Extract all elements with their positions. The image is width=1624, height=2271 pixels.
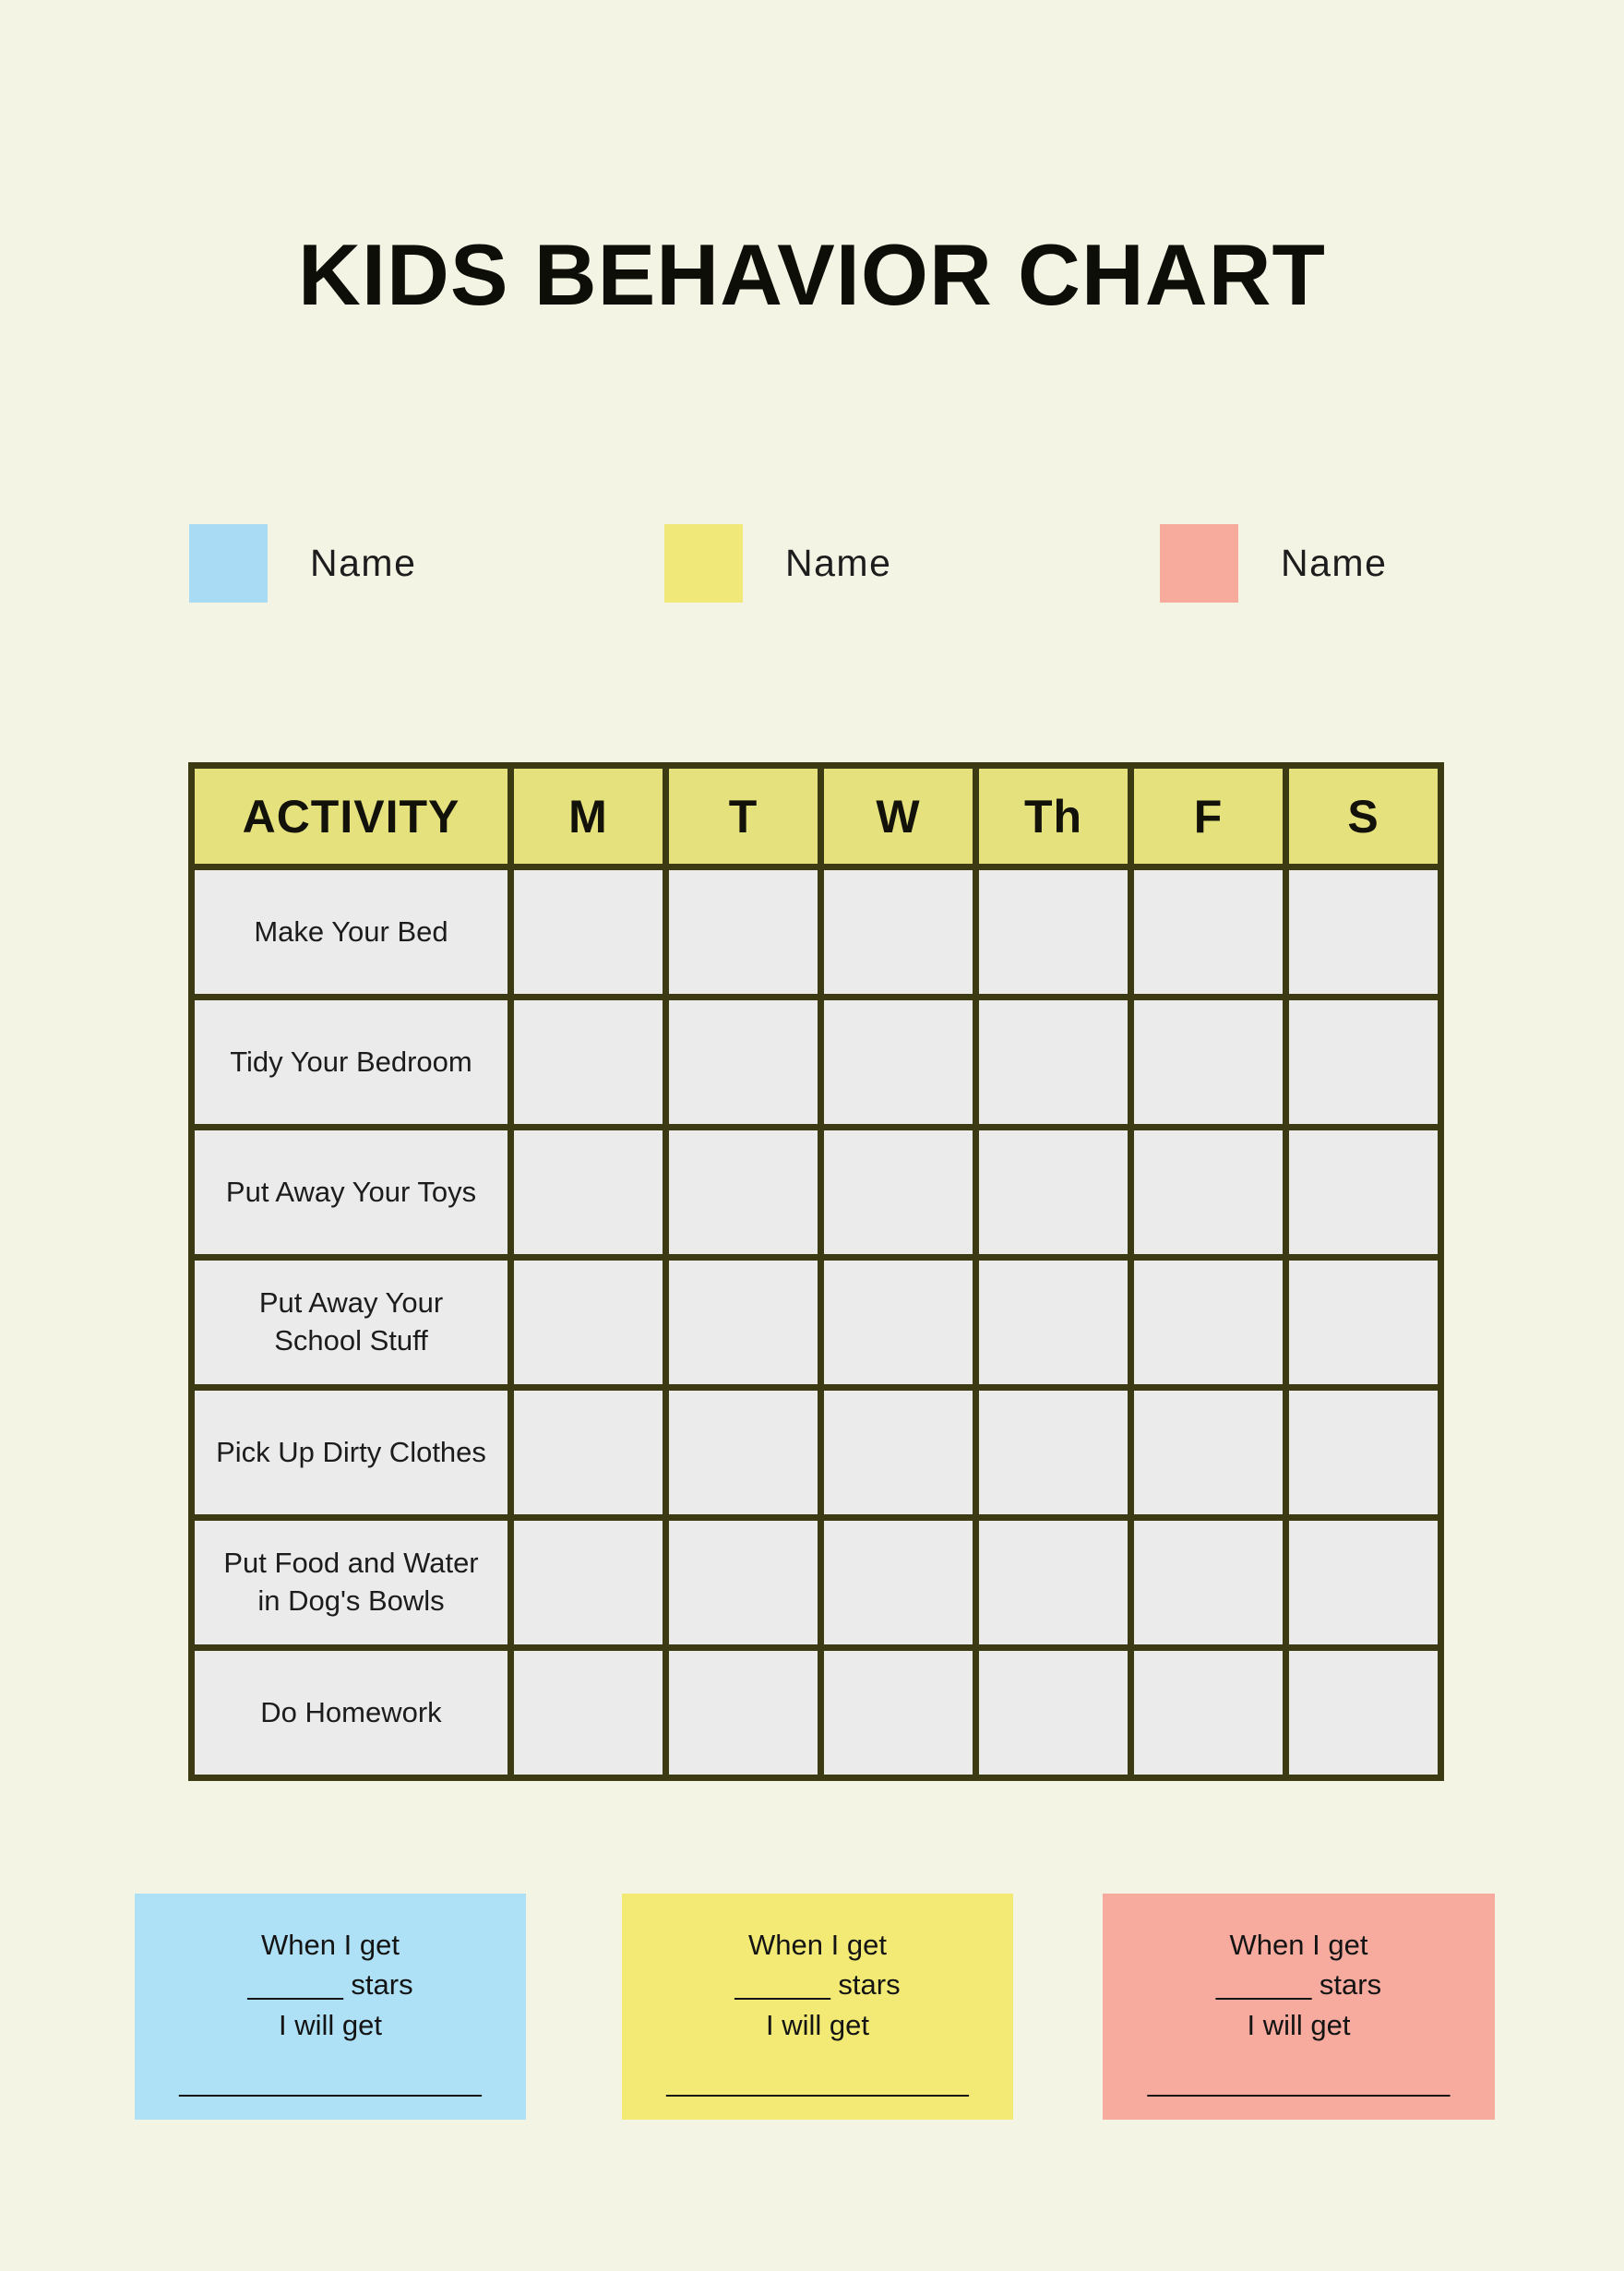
day-cell[interactable] (1286, 1258, 1441, 1388)
table-row (192, 1388, 1441, 1518)
table-row (192, 998, 1441, 1128)
behavior-table (188, 762, 1444, 1781)
day-cell[interactable] (976, 998, 1131, 1128)
reward-fill-line[interactable]: ___________________ (666, 2065, 969, 2098)
day-column-header: S (1286, 766, 1441, 867)
day-cell[interactable] (821, 1518, 976, 1648)
day-cell[interactable] (1131, 1388, 1286, 1518)
reward-box-yellow (622, 1894, 1013, 2120)
day-cell[interactable] (666, 1388, 821, 1518)
day-cell[interactable] (821, 1128, 976, 1258)
reward-text-line: I will get (1247, 2008, 1351, 2041)
day-cell[interactable] (821, 867, 976, 998)
day-cell[interactable] (666, 867, 821, 998)
day-cell[interactable] (666, 1648, 821, 1778)
reward-fill-line[interactable]: ___________________ (179, 2065, 482, 2098)
legend-item-yellow (664, 524, 891, 603)
day-cell[interactable] (1131, 1128, 1286, 1258)
activity-label-cell: Make Your Bed (192, 867, 511, 998)
reward-text-line: When I get (261, 1929, 400, 1961)
day-cell[interactable] (1286, 1648, 1441, 1778)
day-cell[interactable] (511, 1518, 666, 1648)
day-cell[interactable] (976, 867, 1131, 998)
activity-label-cell: Put Away Your Toys (192, 1128, 511, 1258)
day-cell[interactable] (511, 1648, 666, 1778)
reward-text-line: ______ stars (1215, 1968, 1382, 2002)
reward-box-blue (135, 1894, 526, 2120)
day-cell[interactable] (511, 867, 666, 998)
day-column-header: T (666, 766, 821, 867)
day-cell[interactable] (666, 1258, 821, 1388)
legend-swatch-pink (1160, 524, 1238, 603)
day-cell[interactable] (511, 998, 666, 1128)
legend-name-label: Name (310, 542, 417, 584)
day-cell[interactable] (666, 1518, 821, 1648)
day-column-header: M (511, 766, 666, 867)
day-cell[interactable] (821, 998, 976, 1128)
activity-label-cell: Tidy Your Bedroom (192, 998, 511, 1128)
activity-label-cell: Do Homework (192, 1648, 511, 1778)
header-row (192, 766, 1441, 867)
activity-label-cell: Put Away Your School Stuff (192, 1258, 511, 1388)
activity-label-cell: Put Food and Water in Dog's Bowls (192, 1518, 511, 1648)
day-cell[interactable] (1131, 867, 1286, 998)
day-cell[interactable] (1286, 1388, 1441, 1518)
activity-label-cell: Pick Up Dirty Clothes (192, 1388, 511, 1518)
day-cell[interactable] (666, 1128, 821, 1258)
table-row (192, 867, 1441, 998)
day-cell[interactable] (511, 1128, 666, 1258)
table-row (192, 1128, 1441, 1258)
day-cell[interactable] (976, 1518, 1131, 1648)
table-row (192, 1648, 1441, 1778)
table-body (192, 867, 1441, 1778)
table-row (192, 1258, 1441, 1388)
reward-box-pink (1103, 1894, 1495, 2120)
page-title: KIDS BEHAVIOR CHART (298, 226, 1326, 323)
table-header (192, 766, 1441, 867)
day-cell[interactable] (1131, 1648, 1286, 1778)
activity-column-header: ACTIVITY (192, 766, 511, 867)
day-cell[interactable] (1131, 1258, 1286, 1388)
day-column-header: W (821, 766, 976, 867)
day-cell[interactable] (976, 1388, 1131, 1518)
reward-text-line: ______ stars (734, 1968, 901, 2002)
legend-name-label: Name (1281, 542, 1388, 584)
legend-swatch-blue (189, 524, 268, 603)
day-cell[interactable] (976, 1648, 1131, 1778)
day-cell[interactable] (821, 1388, 976, 1518)
legend-swatch-yellow (664, 524, 743, 603)
day-cell[interactable] (511, 1258, 666, 1388)
day-cell[interactable] (976, 1258, 1131, 1388)
reward-text-line: When I get (748, 1929, 887, 1961)
reward-text-line: I will get (279, 2008, 382, 2041)
day-cell[interactable] (976, 1128, 1131, 1258)
reward-fill-line[interactable]: ___________________ (1147, 2065, 1451, 2098)
reward-text-line: ______ stars (247, 1968, 413, 2002)
day-cell[interactable] (1286, 998, 1441, 1128)
day-cell[interactable] (1286, 867, 1441, 998)
legend-item-pink (1160, 524, 1387, 603)
reward-text-line: When I get (1229, 1929, 1368, 1961)
day-cell[interactable] (511, 1388, 666, 1518)
legend-item-blue (189, 524, 416, 603)
table-row (192, 1518, 1441, 1648)
day-cell[interactable] (1131, 1518, 1286, 1648)
day-cell[interactable] (1131, 998, 1286, 1128)
day-column-header: Th (976, 766, 1131, 867)
day-cell[interactable] (1286, 1128, 1441, 1258)
reward-text-line: I will get (766, 2008, 869, 2041)
day-cell[interactable] (1286, 1518, 1441, 1648)
legend-name-label: Name (785, 542, 892, 584)
day-cell[interactable] (666, 998, 821, 1128)
day-column-header: F (1131, 766, 1286, 867)
day-cell[interactable] (821, 1648, 976, 1778)
day-cell[interactable] (821, 1258, 976, 1388)
